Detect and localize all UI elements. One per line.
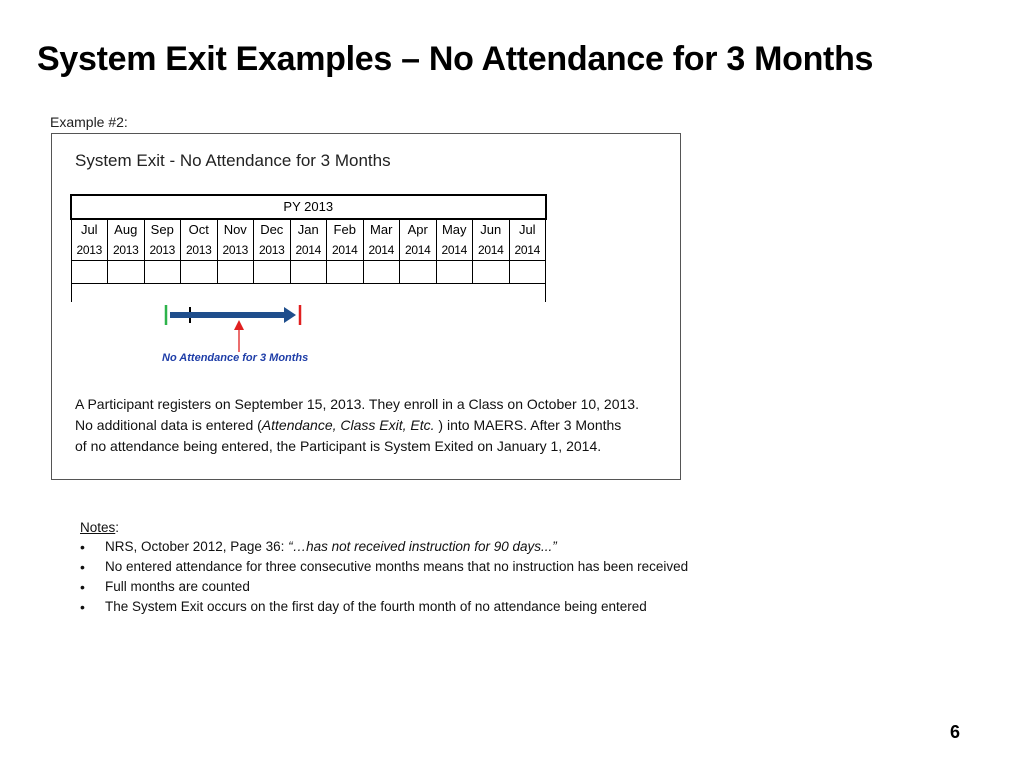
example-description: [75, 394, 675, 457]
example-box: [51, 133, 681, 480]
year-cell: 2013: [71, 240, 108, 261]
note-1-quote: “…has not received instruction for 90 days...”: [288, 539, 557, 554]
empty-row: [71, 261, 546, 284]
notes-heading-colon: :: [115, 520, 120, 535]
month-cell: Jul: [509, 219, 546, 240]
tail-cell: [400, 284, 437, 303]
no-attendance-label: No Attendance for 3 Months: [162, 352, 309, 364]
month-cell: Apr: [400, 219, 437, 240]
year-cell: 2014: [400, 240, 437, 261]
year-cell: 2014: [363, 240, 400, 261]
empty-cell: [363, 261, 400, 284]
empty-cell: [509, 261, 546, 284]
month-cell: Nov: [217, 219, 254, 240]
month-cell: Jan: [290, 219, 327, 240]
note-item: [105, 557, 688, 577]
year-cell: 2013: [217, 240, 254, 261]
year-row: [71, 240, 546, 261]
description-line-3: of no attendance being entered, the Participant is System Exited on January 1, 2014.: [75, 438, 602, 454]
description-line-2a: No additional data is entered (: [75, 417, 262, 433]
description-line-2b: ) into MAERS. After 3 Months: [434, 417, 622, 433]
example-label: Example #2:: [50, 114, 128, 130]
year-cell: 2013: [181, 240, 218, 261]
year-cell: 2014: [473, 240, 510, 261]
year-cell: 2013: [254, 240, 291, 261]
notes-section: [80, 520, 688, 617]
month-cell: May: [436, 219, 473, 240]
year-cell: 2014: [290, 240, 327, 261]
description-line-2-italic: Attendance, Class Exit, Etc.: [261, 417, 435, 433]
empty-cell: [254, 261, 291, 284]
month-cell: Jun: [473, 219, 510, 240]
note-4-text: The System Exit occurs on the first day of the fourth month of no attendance being entered: [105, 599, 647, 614]
note-item: [105, 597, 688, 617]
year-cell: 2014: [436, 240, 473, 261]
note-item: [105, 577, 688, 597]
year-cell: 2013: [108, 240, 145, 261]
month-cell: Mar: [363, 219, 400, 240]
example-box-title: System Exit - No Attendance for 3 Months: [75, 151, 391, 170]
program-year-table: [70, 194, 547, 302]
empty-cell: [290, 261, 327, 284]
notes-list: [80, 537, 688, 617]
note-2-text: No entered attendance for three consecutive months means that no instruction has been received: [105, 559, 689, 574]
program-year-header: PY 2013: [71, 195, 546, 219]
empty-cell: [400, 261, 437, 284]
arrow-head: [284, 307, 296, 323]
empty-cell: [473, 261, 510, 284]
year-cell: 2014: [509, 240, 546, 261]
timeline-graphic: [152, 294, 372, 354]
note-3-text: Full months are counted: [105, 579, 250, 594]
month-cell: Aug: [108, 219, 145, 240]
month-cell: Sep: [144, 219, 181, 240]
month-cell: Feb: [327, 219, 364, 240]
month-cell: Oct: [181, 219, 218, 240]
note-item: [105, 537, 688, 557]
tail-cell: [509, 284, 546, 303]
empty-cell: [108, 261, 145, 284]
note-1-prefix: NRS, October 2012, Page 36:: [105, 539, 289, 554]
pointer-arrow-head: [234, 320, 244, 330]
tail-cell: [108, 284, 145, 303]
slide-title: System Exit Examples – No Attendance for 3 Months: [37, 40, 874, 78]
year-cell: 2014: [327, 240, 364, 261]
description-line-1: A Participant registers on September 15, 2013. They enroll in a Class on October 10, 2013.: [75, 396, 639, 412]
tail-cell: [473, 284, 510, 303]
empty-cell: [181, 261, 218, 284]
empty-cell: [436, 261, 473, 284]
tail-cell: [71, 284, 108, 303]
month-row: [71, 219, 546, 240]
month-cell: Jul: [71, 219, 108, 240]
month-cell: Dec: [254, 219, 291, 240]
empty-cell: [327, 261, 364, 284]
tail-cell: [436, 284, 473, 303]
empty-cell: [144, 261, 181, 284]
empty-cell: [217, 261, 254, 284]
notes-heading: Notes: [80, 520, 116, 535]
empty-cell: [71, 261, 108, 284]
slide-number: 6: [950, 722, 961, 742]
year-cell: 2013: [144, 240, 181, 261]
